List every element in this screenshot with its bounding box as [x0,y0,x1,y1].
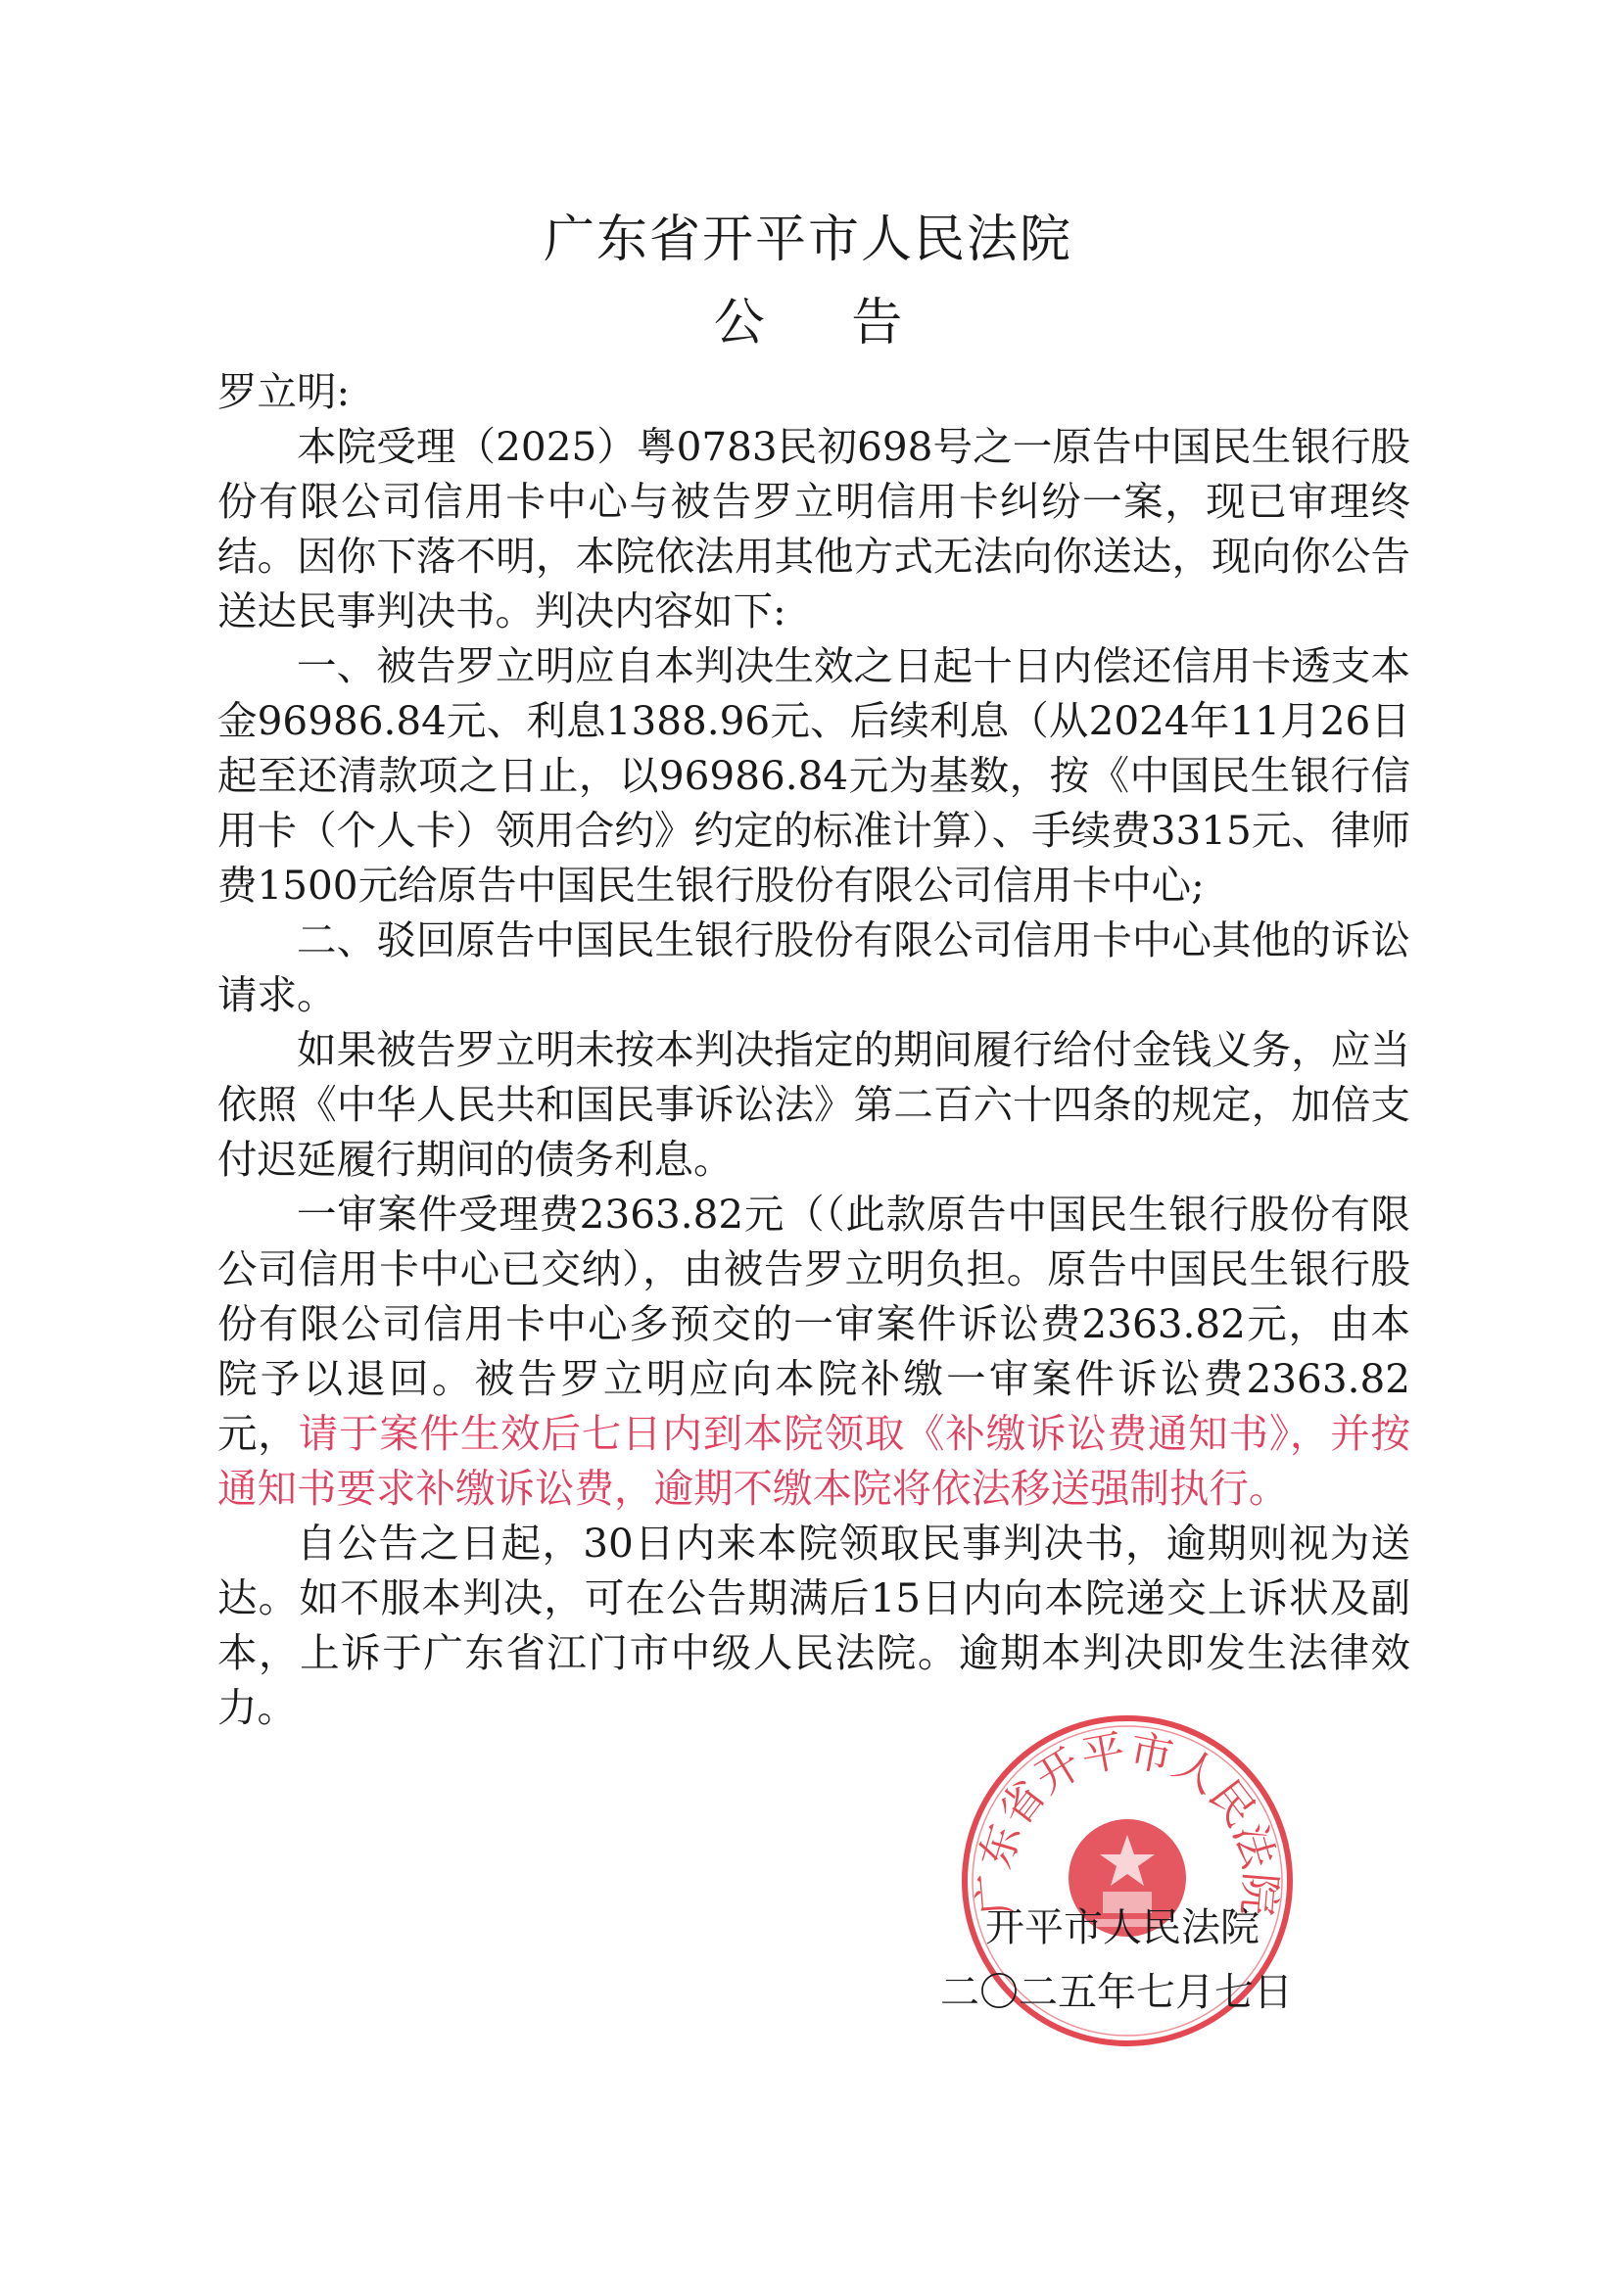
court-name-heading: 广东省开平市人民法院 [543,211,1072,269]
litigation-fee-text: 一审案件受理费2363.82元（（此款原告中国民生银行股份有限公司信用卡中心已交纳），由被告罗立明负担。原告中国民生银行股份有限公司信用卡中心多预交的一审案件诉讼费2363.82元，由本院予以退回。被告罗立明应向本院补缴一审案件诉讼费2363.82元， [217,1191,1410,1457]
signature-date: 二〇二五年七月七日 [940,1970,1293,2015]
addressee: 罗立明: [217,368,351,415]
notice-title: 公 告 [713,294,938,352]
paragraph-judgment-item-1: 一、被告罗立明应自本判决生效之日起十日内偿还信用卡透支本金96986.84元、利息1388.96元、后续利息（从2024年11月26日起至还清款项之日止，以96986.84元为基数，按《中国民生银行信用卡（个人卡）领用合约》约定的标准计算）、手续费3315元、律师费1500元给原告中国民生银行股份有限公司信用卡中心; [217,642,1410,909]
fee-payment-instruction: 请于案件生效后七日内到本院领取《补缴诉讼费通知书》，并按通知书要求补缴诉讼费，逾期不缴本院将依法移送强制执行。 [217,1410,1411,1512]
paragraph-service-and-appeal: 自公告之日起，30日内来本院领取民事判决书，逾期则视为送达。如不服本判决，可在公告期满后15日内向本院递交上诉状及副本，上诉于广东省江门市中级人民法院。逾期本判决即发生法律效力。 [217,1520,1410,1731]
signature-block [940,1899,1352,2021]
seal-text: 广东省开平市人民法院 [969,1725,1286,1918]
paragraph-late-payment: 如果被告罗立明未按本判决指定的期间履行给付金钱义务，应当依照《中华人民共和国民事诉讼法》第二百六十四条的规定，加倍支付迟延履行期间的债务利息。 [217,1026,1410,1183]
paragraph-judgment-item-2: 二、驳回原告中国民生银行股份有限公司信用卡中心其他的诉讼请求。 [217,916,1410,1018]
signature-court-name: 开平市人民法院 [985,1905,1260,1950]
paragraph-case-intro: 本院受理（2025）粤0783民初698号之一原告中国民生银行股份有限公司信用卡中心与被告罗立明信用卡纠纷一案，现已审理终结。因你下落不明，本院依法用其他方式无法向你送达，现向你公告送达民事判决书。判决内容如下: [217,423,1410,634]
notice-body [217,364,1410,1735]
paragraph-litigation-fee [217,1187,1410,1516]
